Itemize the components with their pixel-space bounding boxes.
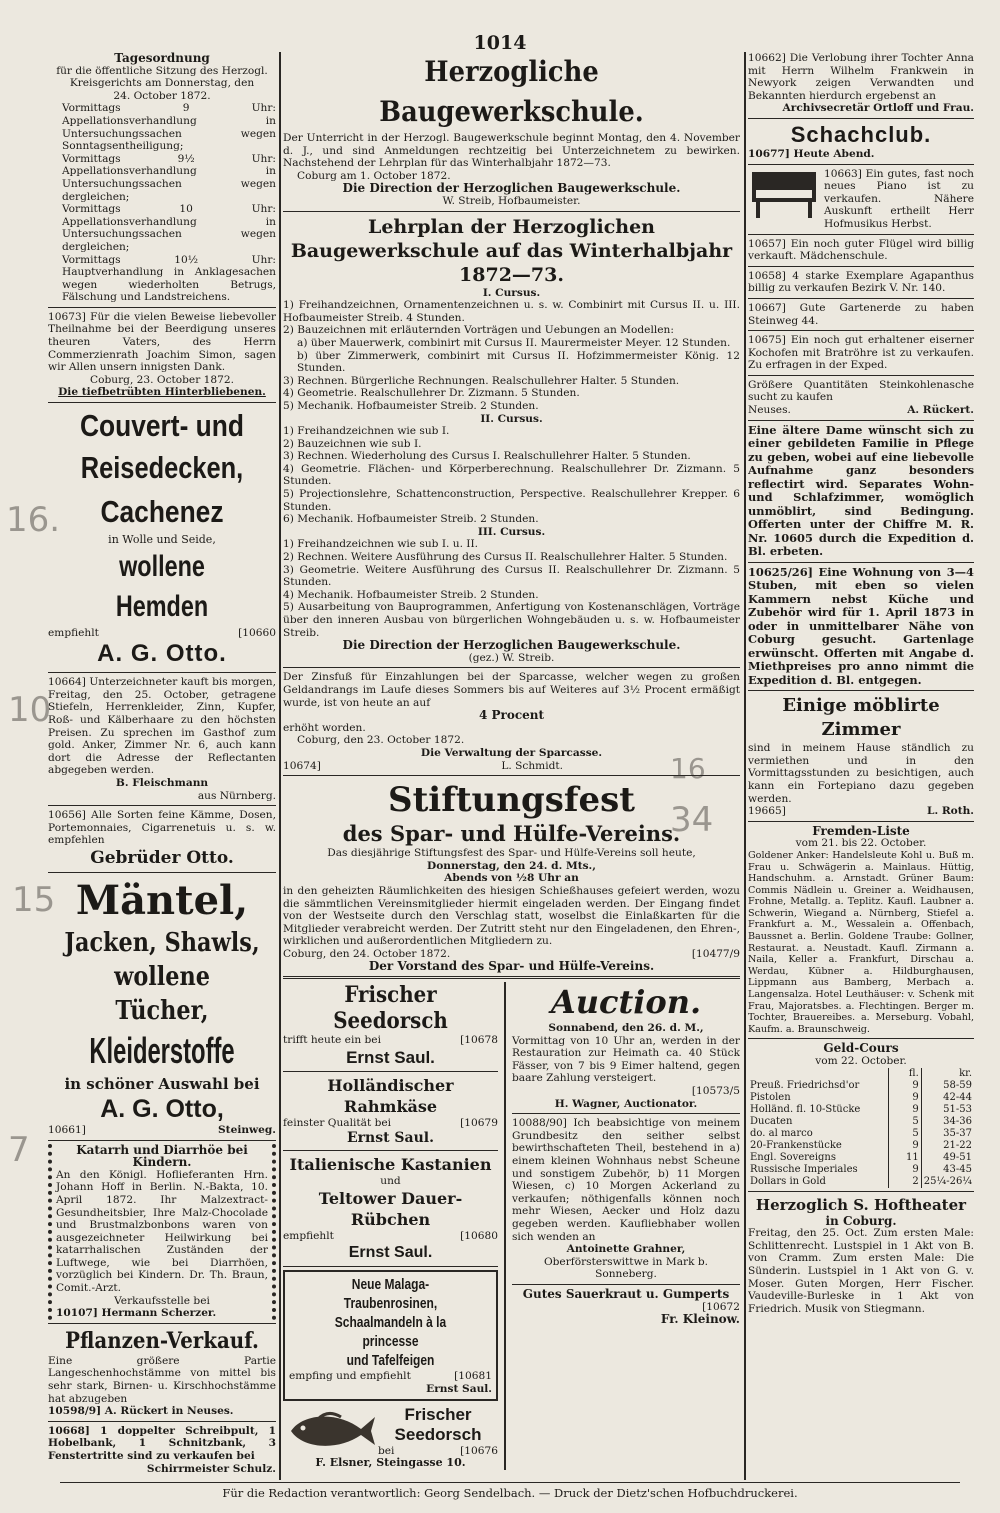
zimmer-text: sind in meinem Hause ständlich zu vermiethen und in den Vormittagsstunden zu besichtigen, auch kann ein Fortepiano dazu gegeben werden. [748,742,974,805]
cursus-line: 4) Geometrie. Realschullehrer Dr. Zizmann. 5 Stunden. [283,387,580,400]
kochofen-text: 10675] Ein noch gut erhaltener eiserner Kochofen mit Bratröhre ist zu verkaufen. Zu erfragen in der Exped. [748,334,974,372]
fisch-bei: bei [378,1444,395,1457]
verlobung-signature: Archivsecretär Ortloff und Frau. [782,102,974,115]
maentel-number: 10661] [48,1123,86,1136]
zinsfuss-signature: Die Verwaltung der Sparcasse. [420,746,603,759]
pencil-mark: 15 [12,880,56,920]
column-center [283,52,740,1477]
auction-date: Sonnabend, den 26. d. M., [548,1022,704,1035]
cursus-line: 5) Mechanik. Hofbaumeister Streib. 2 Stunden. [283,399,539,412]
kauf-text: 10664] Unterzeichneter kauft bis morgen, Freitag, den 25. October, getragene Stiefeln, Herrenkleider, Zinn, Kupfer, Roß- und Kälberhaare zu den höchsten Preisen. Zu sprechen im Gasthof zum gold. Anker, Zimmer Nr. 6, auch kann dort die Adresse der Reflectanten abgegeben werden. [48,676,276,777]
kastanien-firm: Ernst Saul. [348,1244,433,1262]
fisch-line1: Frischer [404,1404,472,1424]
pencil-mark: 34 [670,800,714,840]
maentel-line2: Jacken, Shawls, [64,927,260,958]
katarrh-title: Katarrh und Diarrhöe bei Kindern. [76,1142,248,1170]
zinsfuss-number: 10674] [283,759,321,772]
schreibpult-text: 10668] 1 doppelter Schreibpult, 1 Hobelbank, 1 Schnitzbank, 3 Fenstertritte sind zu verkaufen bei [48,1424,276,1462]
couvert-empfiehlt: empfiehlt [48,626,99,639]
table-row: Holländ. fl. 10-Stücke 9 51-53 [750,1103,972,1115]
maentel-line5: in schöner Auswahl bei [64,1074,260,1093]
couvert-line2: Reisedecken, [80,450,244,486]
stiftungsfest-text2: in den geheizten Räumlichkeiten des hiesigen Schießhauses gefeiert werden, wozu die sämmtlichen Vereinsmitglieder hiermit eingeladen werden. Der Eingang findet von der Westseite durch den Verschlag statt, woselbst die Einlaßkarten für die Mitglieder verabreicht werden. Der Zutritt steht nur den Eingeladenen, den Ehren-, wirklichen und außerordentlichen Mitgliedern zu. [283,884,740,948]
cursus-line: 3) Rechnen. Bürgerliche Rechnungen. Realschullehrer Halter. 5 Stunden. [283,374,680,387]
imprint-footer: Für die Redaction verantwortlich: Georg Sendelbach. — Druck der Dietz'schen Hofbuchdruckerei. [60,1482,960,1500]
katarrh-text: An den Königl. Hoflieferanten Hrn. Johann Hoff in Berlin. N.-Bakta, 10. April 1872. Ihr Malzextract-Gesundheitsbier, Ihre Malz-Chocolade und Brustmalzbonbons waren von ausgezeichneter Heilwirkung bei katarrhalischen Zuständen der Luftwege, wie bei Diarrhöen, vorzüglich bei Kindern. Dr. Th. Braun, Comit.-Arzt. [56,1168,268,1295]
theater-title: Herzoglich S. Hoftheater [755,1195,967,1214]
column-rule-right [744,52,746,1480]
schachclub-text: 10677] Heute Abend. [748,147,875,160]
zinsfuss-rate: 4 Procent [478,708,545,723]
cursus-line: 4) Mechanik. Hofbaumeister Streib. 2 Stunden. [283,588,539,601]
couvert-firm: A. G. Otto. [97,640,227,668]
maentel-line4: Kleiderstoffe [89,1029,235,1071]
zinsfuss-text: Der Zinsfuß für Einzahlungen bei der Sparcasse, welcher wegen zu großen Geldandrangs im Laufe dieses Sommers bis auf Weiteres auf 3½ Procent ermäßigt wurde, ist von heute an auf [283,671,740,709]
dank-signature: Die tiefbetrübten Hinterbliebenen. [58,386,266,399]
zimmer-signature: L. Roth. [927,805,974,818]
kohlen-text: Größere Quantitäten Steinkohlenasche sucht zu kaufen [748,378,974,404]
baugewerkschule-date: Coburg am 1. October 1872. [297,169,451,182]
stiftungsfest-signature: Der Vorstand des Spar- und Hülfe-Vereins. [368,959,655,974]
column-left [48,52,276,1477]
tagesordnung-item: Vormittags 10½ Uhr: Hauptverhandlung in Anklagesachen wegen wiederholten Betrugs, Fälschung und Landstreichens. [62,253,276,304]
cursus-one-title: I. Cursus. [482,286,541,299]
pflanzen-signature: 10598/9] A. Rückert in Neuses. [48,1405,234,1418]
sauerkraut-number: [10672 [702,1300,740,1313]
zinsfuss-name: L. Schmidt. [501,759,563,772]
fisch-line2: Seedorsch [394,1424,482,1444]
pencil-mark: 7 [8,1130,30,1170]
malaga-firm: Ernst Saul. [426,1383,492,1396]
pflanzen-text: Eine größere Partie Langeschenhochstämme von mittel bis sehr stark, Birnen- u. Kirschhochstämme hat abzugeben [48,1354,276,1405]
pencil-mark: 16 [670,752,706,785]
kastanien-title: Italienische Kastanien [289,1155,492,1175]
malaga-line2: Schaalmandeln à la princesse [334,1314,447,1351]
kaese-number: [10679 [460,1116,498,1129]
cursus-line: 5) Ausarbeitung von Bauprogrammen, Anfertigung von Kostenanschlägen, Vorträge über den inneren Ausbau von bürgerlichen Wohngebäuden u. s. w. Hofbaumeister Streib. [283,601,740,639]
cursus-line: 3) Geometrie. Weitere Ausführung des Cursus II. Realschullehrer Dr. Zizmann. 5 Stunden. [283,563,740,589]
maentel-firm: A. G. Otto, [100,1094,224,1123]
lehrplan-title: Lehrplan der Herzoglichen Baugewerkschule auf das Winterhalbjahr 1872—73. [290,215,733,286]
baugewerkschule-signature: Die Direction der Herzoglichen Baugewerkschule. [342,181,681,196]
zimmer-title: Einige möblirte Zimmer [782,695,940,741]
couvert-line4: in Wolle und Seide, [108,533,216,547]
seedorsch-title: Frischer Seedorsch [333,982,448,1035]
katarrh-verkauf: Verkaufsstelle bei [114,1294,210,1307]
malaga-number: [10681 [454,1370,492,1383]
dank-place: Coburg, 23. October 1872. [90,373,234,386]
seedorsch-number: [10678 [460,1034,498,1047]
ads-left-subcolumn [283,982,498,1470]
fish-icon [283,1405,378,1457]
fremdenliste-date: vom 21. bis 22. October. [795,837,927,850]
geldcours-head: kr. [921,1068,974,1080]
kastanien-number: [10680 [460,1229,498,1242]
dame-text: Eine ältere Dame wünscht sich zu einer gebildeten Familie in Pflege zu geben, wobei auf eine liebevolle Aufnahme ganz besonders reflectirt wird. Separates Wohn- und Schlafzimmer, womöglich unmöblirt, sind Bedingung. Offerten unter der Chiffre M. R. Nr. 10605 durch die Expedition d. Bl. erbeten. [748,422,974,559]
cursus-line: 1) Freihandzeichnen, Ornamentenzeichnen u. s. w. Combinirt mit Cursus II. u. III. Hofbaumeister Streib. 4 Stunden. [283,299,740,324]
kastanien-text: empfiehlt [283,1229,334,1242]
tagesordnung-item: Vormittags 9½ Uhr: Appellationsverhandlung in Untersuchungssachen wegen dergleichen; [62,152,276,203]
verlobung-text: 10662] Die Verlobung ihrer Tochter Anna mit Herrn Wilhelm Frankwein in Newyork zeigen Verwandten und Bekannten hierdurch ergebenst an [748,52,974,102]
seedorsch-text: trifft heute ein bei [283,1034,381,1047]
lehrplan-signature: Die Direction der Herzoglichen Baugewerkschule. [342,638,681,653]
kaese-text: feinster Qualität bei [283,1116,392,1129]
stiftungsfest-text: Das diesjährige Stiftungsfest des Spar- und Hülfe-Vereins soll heute, [327,847,696,860]
cursus-three-title: III. Cursus. [477,525,546,538]
schreibpult-signature: Schirrmeister Schulz. [146,1462,276,1475]
malaga-text: empfing und empfiehlt [289,1370,411,1383]
couvert-number: [10660 [238,626,276,639]
sauerkraut-title: Gutes Sauerkraut u. Gumperts [522,1286,730,1301]
auction-signature: H. Wagner, Auctionator. [554,1097,698,1110]
dank-text: 10673] Für die vielen Beweise liebevoller Theilnahme bei der Beerdigung unseres theuren Vaters, des Herrn Commerzienrath Joachim Simon, sagen wir Allen unsern innigsten Dank. [48,310,276,374]
wohnung-text: 10625/26] Eine Wohnung von 3—4 Stuben, mit eben so vielen Kammern nebst Küche und Zubehör wird für 1. April 1873 in oder in unmittelbarer Nähe von Coburg gesucht. Gartenlage erwünscht. Offerten mit Angabe d. Miethpreises pro anno nimmt die Expedition d. Bl. entgegen. [748,564,974,687]
stiftungsfest-date: Donnerstag, den 24. d. Mts., [427,859,596,872]
pencil-mark: 16. [6,500,61,540]
theater-text: Freitag, den 25. Oct. Zum ersten Male: Schlittenrecht. Lustspiel in 1 Akt von B. von Cramm. Zum ersten Male: Die Sünderin. Lustspiel in 1 Akt von G. v. Moser. Guten Morgen, Herr Fischer. Vaudeville-Burleske in 1 Akt von Friedrich. Musik von Stiegmann. [748,1227,974,1315]
table-row: Ducaten 5 34-36 [750,1115,972,1127]
geldcours-date: vom 22. October. [815,1055,907,1067]
baugewerkschule-signature2: W. Streib, Hofbaumeister. [442,194,581,207]
grundbesitz-signature: Antoinette Grahner, [566,1243,686,1256]
malaga-line3: und Tafelfeigen [346,1352,435,1370]
tagesordnung-date: 24. October 1872. [113,89,211,102]
stiftungsfest-time: Abends von ½8 Uhr an [444,872,579,885]
malaga-line1: Neue Malaga-Traubenrosinen, [343,1276,438,1313]
cursus-line: 2) Rechnen. Weitere Ausführung des Cursus II. Realschullehrer Halter. 5 Stunden. [283,551,728,564]
kohlen-place: Neuses. [748,404,791,417]
gartenerde-text: 10667] Gute Gartenerde zu haben Steinweg 44. [748,301,974,327]
cursus-line: a) über Mauerwerk, combinirt mit Cursus II. Maurermeister Meyer. 12 Stunden. [297,336,731,349]
maentel-address: Steinweg. [218,1123,276,1136]
lehrplan-signature2: (gez.) W. Streib. [468,651,555,664]
kaese-title: Holländischer Rahmkäse [327,1075,454,1116]
maentel-line1: Mäntel, [75,876,249,924]
pencil-mark: 10 [8,690,52,730]
table-row: Preuß. Friedrichsd'or 9 58-59 [750,1079,972,1091]
table-row: Dollars in Gold 2 25¼-26¼ [750,1175,972,1187]
cursus-line: 6) Mechanik. Hofbaumeister Streib. 2 Stunden. [283,513,539,526]
table-row: Pistolen 9 42-44 [750,1091,972,1103]
zinsfuss-date: Coburg, den 23. October 1872. [297,734,465,747]
pflanzen-title: Pflanzen-Verkauf. [65,1327,259,1354]
couvert-line1: Couvert- und [80,408,244,444]
cursus-line: 1) Freihandzeichnen wie sub I. u. II. [283,538,479,551]
couvert-line5: wollene Hemden [115,549,209,623]
cursus-line: 2) Bauzeichnen wie sub I. [283,437,422,450]
fremdenliste-text: Goldener Anker: Handelsleute Kohl u. Buß m. Frau u. Schwägerin a. Mainlaus. Hüttig, Handschuhm. a. Arnstadt. Grüner Baum: Commis Nädlein u. Greiner a. Weidhausen, Frohne, Metallg. a. Teplitz. Kaufl. Laubner a. Schwerin, Wiegand a. Nürnberg, Stiefel a. Frankfurt a. M., Wessalein a. Offenbach, Baussnet a. Berlin. Goldene Traube: Gollner, Restaurat. a. Neustadt. Kaufl. Zirmann a. Naila, Keller a. Frankfurt, Dirschau a. Werdau, Kübner a. Hildburghausen, Lippmann aus Bamberg, Merbach a. Langensalza. Hotel Leuthäuser: v. Schenk mit Frau, Majoratsbes. a. Flechtingen. Berger m. Tochter, Brauereibes. a. Merseburg. Vobahl, Kaufm. a. Braunschweig. [748,849,974,1035]
cursus-line: 3) Rechnen. Wiederholung des Cursus I. Realschullehrer Halter. 5 Stunden. [283,450,691,463]
tagesordnung-intro: für die öffentliche Sitzung des Herzogl. Kreisgerichts am Donnerstag, den [56,64,268,90]
cursus-two-title: II. Cursus. [480,412,543,425]
table-row: Engl. Sovereigns 11 49-51 [750,1151,972,1163]
stiftungsfest-title: Stiftungsfest [388,780,635,821]
geldcours-title: Geld-Cours [823,1041,899,1056]
page-number: 1014 [473,32,527,54]
ads-right-subcolumn [512,982,740,1470]
kamm-text: 10656] Alle Sorten feine Kämme, Dosen, Portemonnaies, Cigarrenetuis u. s. w. empfehlen [48,809,276,847]
table-row: do. al marco 5 35-37 [750,1127,972,1139]
kaese-firm: Ernst Saul. [346,1130,434,1147]
tagesordnung-item: Vormittags 9 Uhr: Appellationsverhandlung in Untersuchungssachen wegen Sonntagsentheiligung; [62,102,276,153]
tagesordnung-title: Tagesordnung [114,52,210,65]
kohlen-signature: A. Rückert. [907,404,974,417]
theater-sub: in Coburg. [825,1213,897,1228]
seedorsch-firm: Ernst Saul. [346,1047,435,1067]
stiftungsfest-place: Coburg, den 24. October 1872. [283,947,451,960]
grundbesitz-text: 10088/90] Ich beabsichtige von meinem Grundbesitz den seither selbst bewirthschafteten Theil, bestehend in a) einem kleinen Wohnhaus nebst Scheune und sonstigem Zubehör, b) 11 Morgen Wiesen, c) 10 Morgen Ackerland zu verkaufen; nöthigenfalls können noch mehr Wiesen, Aecker und Holz dazu gegeben werden. Kaufliebhaber wollen sich wenden an [512,1117,740,1243]
geldcours-table [748,1068,974,1188]
maentel-line3: wollene Tücher, [114,961,210,1026]
table-row: Russische Imperiales 9 43-45 [750,1163,972,1175]
fisch-number: [10676 [460,1444,498,1457]
auction-text: Vormittag von 10 Uhr an, werden in der Restauration zur Heimath ca. 40 Stück Fässer, von 7 bis 9 Eimer haltend, gegen baare Zahlung versteigert. [512,1034,740,1085]
fisch-firm: F. Elsner, Steingasse 10. [315,1456,466,1470]
couvert-line3: Cachenez [100,494,224,530]
piano-text: 10663] Ein gutes, fast noch neues Piano ist zu verkaufen. Nähere Auskunft ertheilt Herr Hofmusikus Herbst. [824,167,974,230]
baugewerkschule-text: Der Unterricht in der Herzogl. Baugewerkschule beginnt Montag, den 4. November d. J., und sind Anmeldungen rechtzeitig bei Unterzeichnetem zu bewirken. Nachstehend der Lehrplan für das Winterhalbjahr 1872—73. [283,132,740,170]
kauf-signature: B. Fleischmann [115,776,209,789]
cursus-line: 4) Geometrie. Flächen- und Körperberechnung. Realschullehrer Dr. Zizmann. 5 Stunden. [283,462,740,488]
katarrh-signature: 10107] Hermann Scherzer. [56,1307,217,1320]
table-row: 20-Frankenstücke 9 21-22 [750,1139,972,1151]
kauf-place: aus Nürnberg. [197,789,276,802]
tagesordnung-item: Vormittags 10 Uhr: Appellationsverhandlung in Untersuchungssachen wegen dergleichen; [62,203,276,253]
cursus-line: 1) Freihandzeichnen wie sub I. [283,425,450,438]
stiftungsfest-number: [10477/9 [691,947,740,960]
kastanien-title2: Teltower Dauer-Rübchen [318,1188,463,1229]
fremdenliste-title: Fremden-Liste [812,823,910,838]
sauerkraut-signature: Fr. Kleinow. [660,1312,740,1327]
grundbesitz-address: Oberförsterswittwe in Mark b. Sonneberg. [543,1255,709,1281]
column-rule-left [279,52,281,1480]
cursus-line: 2) Bauzeichnen mit erläuternden Vorträgen und Uebungen an Modellen: [283,324,674,337]
fluegel-text: 10657] Ein noch guter Flügel wird billig verkauft. Mädchenschule. [748,237,974,263]
stiftungsfest-sub: des Spar- und Hülfe-Vereins. [342,821,681,847]
zinsfuss-text2: erhöht worden. [283,721,366,734]
cursus-line: 5) Projectionslehre, Schattenconstruction, Perspective. Realschullehrer Krepper. 6 Stunden. [283,488,740,513]
column-right [748,52,974,1477]
schachclub-title: Schachclub. [790,121,932,147]
baugewerkschule-title: Herzogliche Baugewerkschule. [379,55,644,128]
piano-icon [748,168,820,220]
agapanthus-text: 10658] 4 starke Exemplare Agapanthus billig zu verkaufen Bezirk V. Nr. 140. [748,269,974,295]
geldcours-head: fl. [888,1068,921,1080]
auction-number: [10573/5 [691,1085,740,1098]
kastanien-und: und [380,1175,401,1188]
cursus-line: b) über Zimmerwerk, combinirt mit Cursus II. Hofzimmermeister König. 12 Stunden. [297,349,740,375]
auction-title: Auction. [550,983,702,1022]
kamm-signature: Gebrüder Otto. [90,847,234,868]
zimmer-number: 19665] [748,805,786,818]
